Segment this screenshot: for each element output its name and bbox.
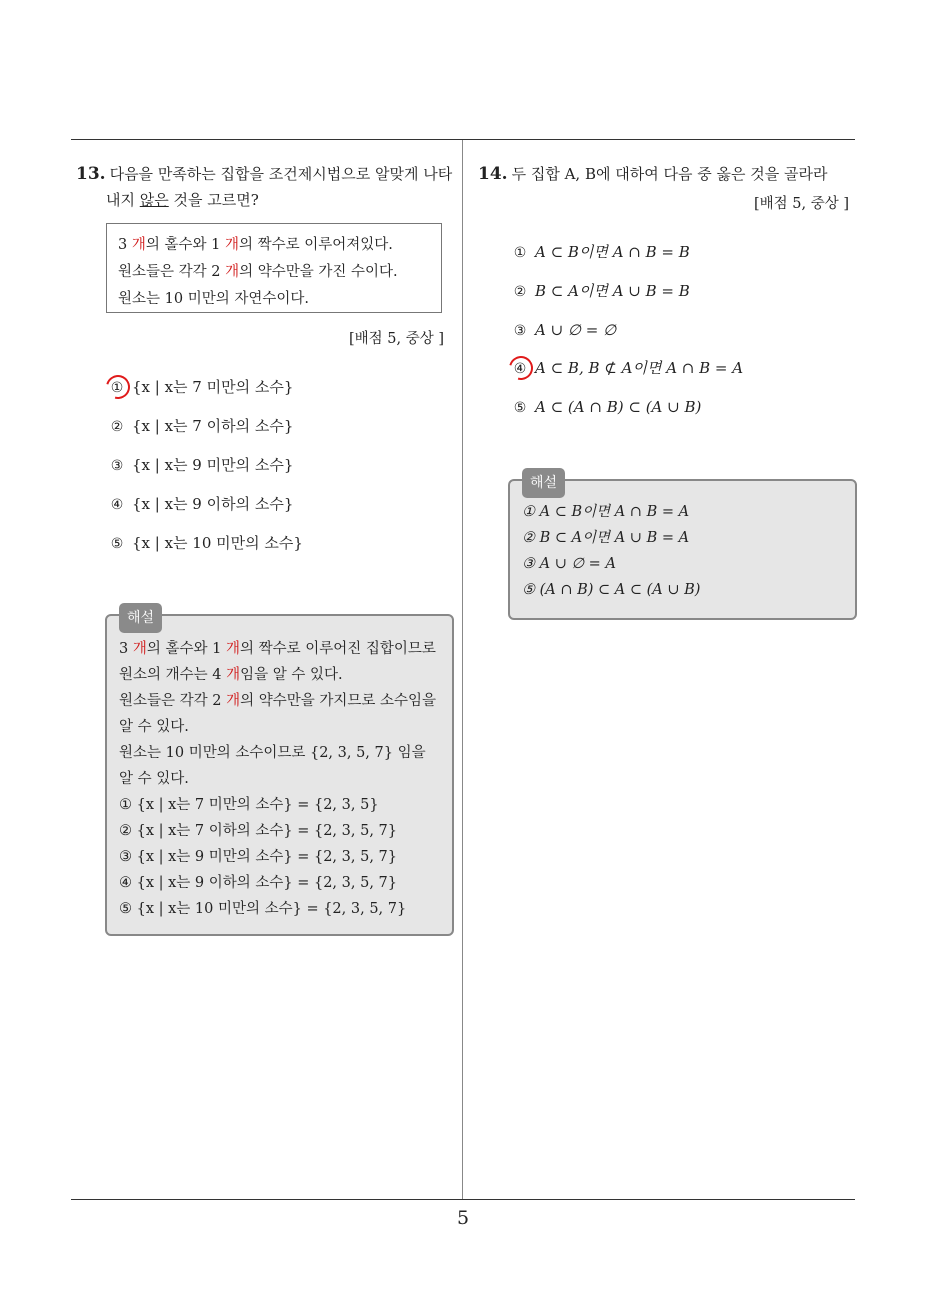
q13-choice-3[interactable]: ③ {x | x는 9 미만의 소수}	[110, 456, 294, 474]
q13-condition-box	[106, 223, 442, 313]
q14-prompt: 14. 두 집합 A, B에 대하여 다음 중 옳은 것을 골라라	[478, 164, 828, 184]
q14-number: 14.	[478, 164, 508, 184]
q14-choice-5[interactable]: ⑤ A ⊂ (A ∩ B) ⊂ (A ∪ B)	[513, 398, 702, 416]
q13-answer-mark	[102, 371, 135, 404]
condition-line: 원소들은 각각 2 개의 약수만을 가진 수이다.	[118, 264, 398, 280]
q13-prompt: 13. 다음을 만족하는 집합을 조건제시법으로 알맞게 나타 내지 않은 것을 고르면?	[76, 164, 453, 209]
q13-choice-5[interactable]: ⑤ {x | x는 10 미만의 소수}	[110, 534, 303, 552]
q14-choice-2[interactable]: ② B ⊂ A이면 A ∪ B = B	[513, 282, 690, 300]
page-number: 5	[456, 1207, 470, 1229]
condition-line: 3 개의 홀수와 1 개의 짝수로 이루어져있다.	[118, 237, 393, 253]
explanation-tag: 해설	[522, 468, 565, 498]
q13-score: [배점 5, 중상 ]	[349, 331, 445, 347]
q14-choice-4[interactable]: ④ A ⊂ B, B ⊄ A이면 A ∩ B = A	[513, 359, 744, 377]
explanation-tag: 해설	[119, 603, 162, 633]
q13-explanation-box: 해설 3 개의 홀수와 1 개의 짝수로 이루어진 집합이므로 원소의 개수는 4 개임을 알 수 있다. 원소들은 각각 2 개의 약수만을 가지므로 소수임을 알 수 있다. 원소는 10 미만의 소수이므로 {2, 3, 5, 7} 임을 알 수 있다. ① {x | x는 7 미만의 소수} = {2, 3, 5} ② {x | x는 7 이하의 소수} = {2, 3, 5, 7} ③ {x | x는 9 미만의 소수} = {2, 3, 5, 7} ④ {x | x는 9 이하의 소수} = {2, 3, 5, 7} ⑤ {x | x는 10 미만의 소수} = {2, 3, 5, 7}	[105, 614, 454, 936]
q13-choice-2[interactable]: ② {x | x는 7 이하의 소수}	[110, 417, 294, 435]
q14-score: [배점 5, 중상 ]	[754, 196, 850, 212]
condition-line: 원소는 10 미만의 자연수이다.	[118, 291, 309, 307]
q14-explanation-box: 해설 ① A ⊂ B이면 A ∩ B = A ② B ⊂ A이면 A ∪ B = A ③ A ∪ ∅ = A ⑤ (A ∩ B) ⊂ A ⊂ (A ∪ B)	[508, 479, 857, 620]
footer-rule	[71, 1199, 855, 1200]
q14-choice-3[interactable]: ③ A ∪ ∅ = ∅	[513, 321, 617, 339]
column-divider	[462, 140, 463, 1200]
q13-choice-1[interactable]: ① {x | x는 7 미만의 소수}	[110, 378, 294, 396]
q13-choice-4[interactable]: ④ {x | x는 9 이하의 소수}	[110, 495, 294, 513]
header-rule	[71, 139, 855, 140]
q14-answer-mark	[505, 352, 538, 385]
q14-choice-1[interactable]: ① A ⊂ B이면 A ∩ B = B	[513, 243, 690, 261]
q13-number: 13.	[76, 164, 106, 184]
